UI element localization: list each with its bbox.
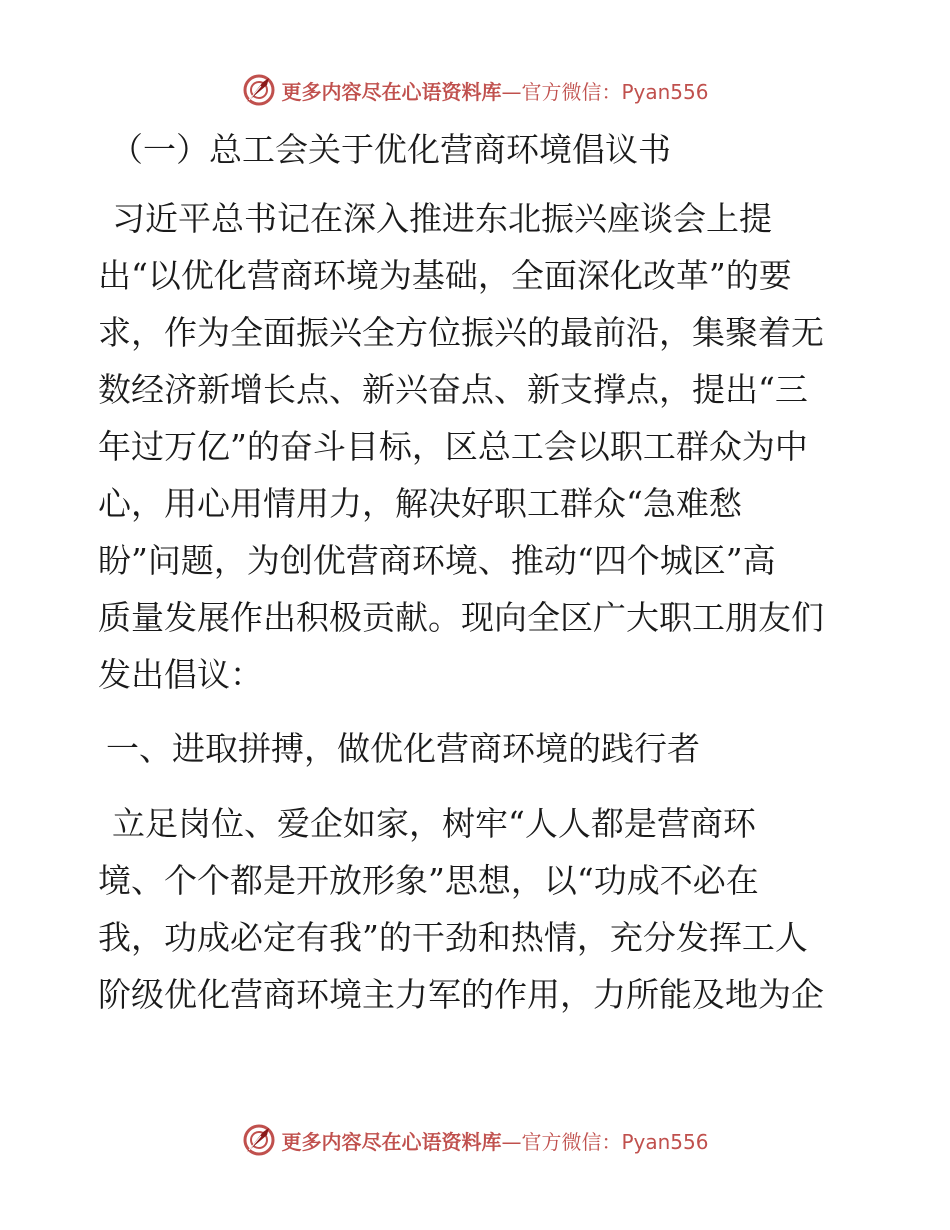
watermark-header bbox=[0, 70, 950, 110]
document-title: （一）总工会关于优化营商环境倡议书 bbox=[110, 130, 671, 169]
paragraph-line: 境、个个都是开放形象”思想，以“功成不必在 bbox=[98, 861, 759, 900]
paragraph-line: 年过万亿”的奋斗目标，区总工会以职工群众为中 bbox=[98, 427, 808, 466]
watermark-brand: 更多内容尽在心语资料库 bbox=[281, 1129, 502, 1154]
watermark-contact: —官方微信：Pyan556 bbox=[501, 1129, 709, 1154]
quill-logo-icon bbox=[241, 1122, 277, 1158]
paragraph-line: 阶级优化营商环境主力军的作用，力所能及地为企 bbox=[98, 975, 824, 1014]
paragraph-line: 心，用心用情用力，解决好职工群众“急难愁 bbox=[98, 484, 742, 523]
paragraph-line: 求，作为全面振兴全方位振兴的最前沿，集聚着无 bbox=[98, 313, 824, 352]
paragraph-line: 我，功成必定有我”的干劲和热情，充分发挥工人 bbox=[98, 918, 808, 957]
watermark-text bbox=[281, 1126, 708, 1155]
paragraph-line: 数经济新增长点、新兴奋点、新支撑点，提出“三 bbox=[98, 370, 808, 409]
document-body bbox=[98, 122, 858, 1023]
paragraph-line: 质量发展作出积极贡献。现向全区广大职工朋友们 bbox=[98, 598, 824, 637]
watermark-footer bbox=[0, 1120, 950, 1160]
paragraph-line: 习近平总书记在深入推进东北振兴座谈会上提 bbox=[112, 199, 772, 238]
watermark-brand: 更多内容尽在心语资料库 bbox=[281, 79, 502, 104]
paragraph-line: 立足岗位、爱企如家，树牢“人人都是营商环 bbox=[112, 804, 756, 843]
paragraph-line: 盼”问题，为创优营商环境、推动“四个城区”高 bbox=[98, 541, 776, 580]
watermark-text bbox=[281, 76, 708, 105]
quill-logo-icon bbox=[241, 72, 277, 108]
paragraph-intro bbox=[98, 190, 858, 703]
paragraph-line: 发出倡议： bbox=[98, 655, 263, 694]
paragraph-section-1 bbox=[98, 795, 858, 1023]
section-heading: 一、进取拼搏，做优化营商环境的践行者 bbox=[106, 729, 700, 768]
watermark-contact: —官方微信：Pyan556 bbox=[501, 79, 709, 104]
paragraph-line: 出“以优化营商环境为基础，全面深化改革”的要 bbox=[98, 256, 792, 295]
